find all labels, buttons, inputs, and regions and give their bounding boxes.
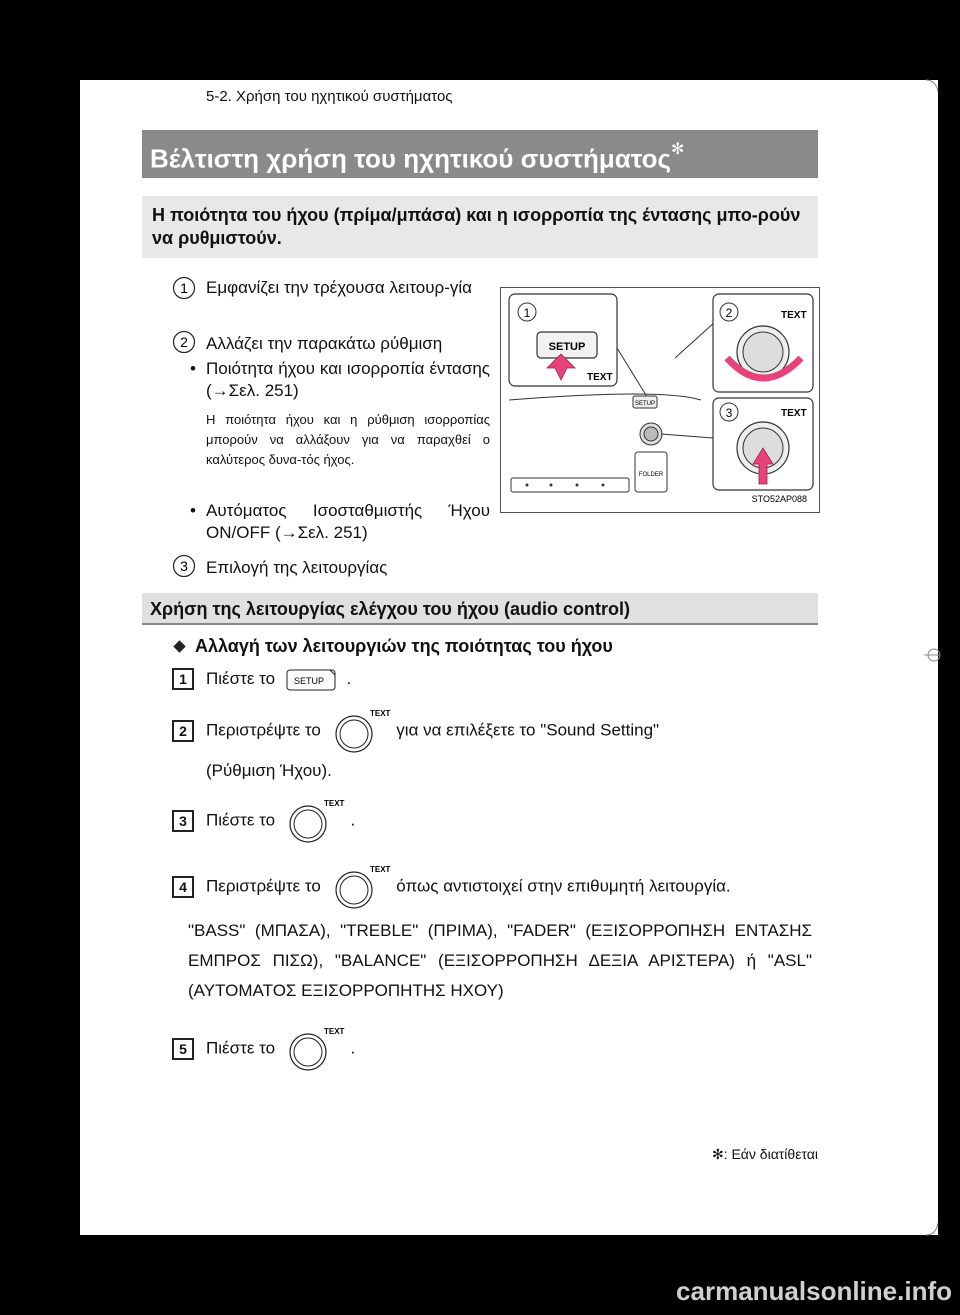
manual-page — [80, 80, 938, 1235]
footnote: ✻: Εάν διατίθεται — [711, 1146, 818, 1162]
step-3-after: . — [350, 810, 356, 830]
step-number-5: 5 — [172, 1038, 194, 1060]
callout-number-2 — [172, 330, 196, 354]
registration-mark — [924, 640, 940, 670]
knob-icon-label: TEXT — [323, 799, 345, 808]
step-2-line2: (Ρύθμιση Ήχου). — [206, 761, 332, 780]
step-number-1: 1 — [172, 668, 194, 690]
knob-icon-label: TEXT — [369, 865, 391, 874]
step-4-before: Περιστρέψτε το — [206, 876, 321, 896]
figure-text-label-c: TEXT — [781, 408, 807, 419]
callout-3-text: Επιλογή της λειτουργίας — [206, 558, 388, 577]
asterisk-mark: ✻ — [671, 141, 685, 158]
callout-2-num: 2 — [180, 334, 188, 350]
note-text: Η ποιότητα ήχου και η ρύθμιση ισορροπίας μπορούν να αλλάξουν για να παραχθεί ο καλύτερος δυνα-τός ήχος. — [206, 412, 490, 467]
bullet-asl: • Αυτόματος Ισοσταθμιστής Ήχου ON/OFF (→Σελ. 251) — [188, 500, 490, 544]
figure-setup-label: SETUP — [548, 341, 586, 353]
figure-code: STO52AP088 — [751, 494, 807, 504]
step-1 — [206, 668, 351, 691]
figure-setup-small: SETUP — [634, 401, 656, 407]
setup-icon-label: SETUP — [293, 675, 324, 686]
figure-label-1: 1 — [523, 306, 531, 320]
step-4-after: όπως αντιστοιχεί στην επιθυμητή λειτουργία. — [396, 876, 731, 896]
step-5-after: . — [350, 1038, 356, 1058]
step-1-before: Πιέστε το — [206, 669, 276, 688]
figure-label-2: 2 — [725, 306, 733, 320]
figure-folder-label: FOLDER — [638, 472, 664, 478]
setup-button-icon — [286, 669, 336, 691]
callout-1-text: Εμφανίζει την τρέχουσα λειτουρ-γία — [206, 278, 472, 297]
subhead-text: Αλλαγή των λειτουργιών της ποιότητας του ήχου — [195, 636, 613, 656]
step-3 — [206, 798, 355, 844]
step-5-before: Πιέστε το — [206, 1038, 276, 1058]
figure-text-label-a: TEXT — [587, 372, 613, 383]
figure-label-3: 3 — [725, 406, 733, 420]
intro-box: Η ποιότητα του ήχου (πρίμα/μπάσα) και η ισορροπία της έντασης μπο-ρούν να ρυθμιστούν. — [142, 196, 818, 258]
step-2 — [206, 708, 659, 754]
callout-3-num: 3 — [180, 558, 188, 574]
crop-mark-top-right — [924, 78, 940, 94]
step-number-3: 3 — [172, 810, 194, 832]
watermark: carmanualsonline.info — [676, 1276, 952, 1306]
step-number-2: 2 — [172, 720, 194, 742]
text-knob-icon — [332, 864, 391, 910]
knob-icon-label: TEXT — [323, 1027, 345, 1036]
text-knob-icon — [332, 708, 391, 754]
subhead — [174, 636, 613, 657]
step-2-after: για να επιλέξετε το "Sound Setting" — [396, 720, 660, 740]
callout-number-3 — [172, 554, 196, 578]
bullet-sound-quality: • Ποιότητα ήχου και ισορροπία έντασης (→Σελ. 251) — [188, 358, 490, 402]
options-list: "BASS" (ΜΠΑΣΑ), "TREBLE" (ΠΡΙΜΑ), "FADER" (ΕΞΙΣΟΡΡΟΠΗΣΗ ΕΝΤΑΣΗΣ ΕΜΠΡΟΣ ΠΙΣΩ), "BALANCE" (ΕΞΙΣΟΡΡΟΠΗΣΗ ΔΕΞΙΑ ΑΡΙΣΤΕΡΑ) ή "ASL" (ΑΥΤΟΜΑΤΟΣ ΕΞΙΣΟΡΡΟΠΗΤΗΣ ΗΧΟΥ) — [188, 921, 812, 1000]
step-4 — [206, 864, 731, 910]
running-head: 5-2. Χρήση του ηχητικού συστήματος — [206, 88, 453, 105]
diamond-bullet-icon — [173, 640, 185, 652]
step-2-before: Περιστρέψτε το — [206, 720, 321, 740]
callout-1-num: 1 — [180, 280, 188, 296]
crop-mark-bottom-right — [924, 1221, 940, 1237]
section-title-text: Βέλτιστη χρήση του ηχητικού συστήματος — [150, 143, 672, 174]
figure-text-label-b: TEXT — [781, 310, 807, 321]
section2-title: Χρήση της λειτουργίας ελέγχου του ήχου (audio control) — [142, 593, 818, 625]
step-number-4: 4 — [172, 876, 194, 898]
step-3-before: Πιέστε το — [206, 810, 276, 830]
callout-number-1 — [172, 276, 196, 300]
step-1-after: . — [346, 669, 352, 688]
audio-controls-figure — [500, 287, 820, 513]
knob-icon-label: TEXT — [369, 709, 391, 718]
text-knob-icon — [286, 1026, 345, 1072]
callout-2-text: Αλλάζει την παρακάτω ρύθμιση — [206, 334, 443, 353]
section-title — [142, 130, 818, 178]
text-knob-icon — [286, 798, 345, 844]
step-5 — [206, 1026, 355, 1072]
